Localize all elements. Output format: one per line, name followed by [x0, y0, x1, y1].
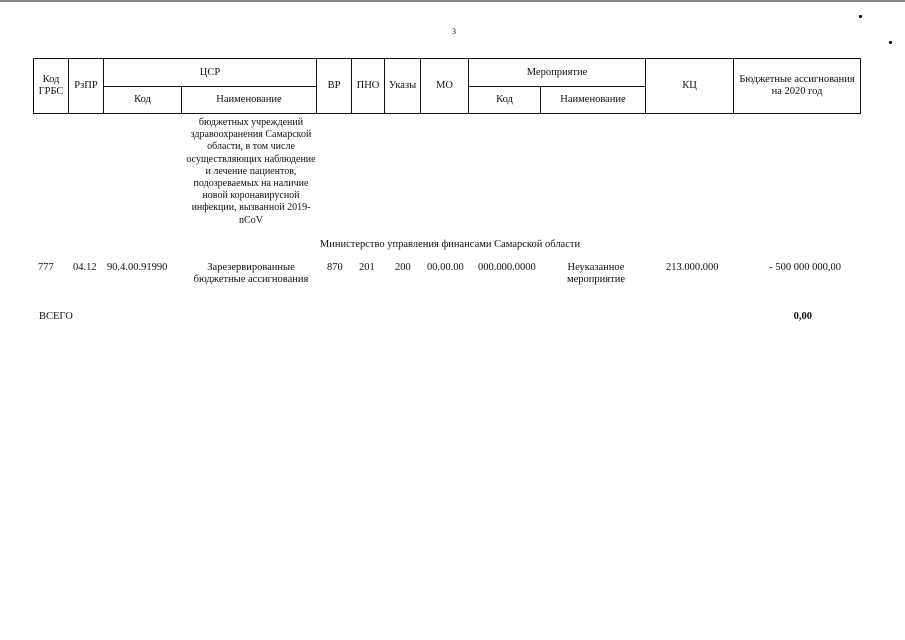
continuation-text: бюджетных учреждений здравоохранения Самарской области, в том числе осуществляющих наблюдение и лечение пациентов, подозреваемых на наличие новой коронавирусной инфекции, вызванной 2019-nCoV [186, 117, 316, 226]
top-border-line [0, 0, 905, 2]
cell-csr-code: 90.4.00.91990 [107, 262, 168, 273]
cell-amount: - 500 000 000,00 [769, 262, 841, 273]
header-kod-grbs: Код ГРБС [34, 59, 69, 114]
scan-speck [889, 41, 892, 44]
cell-mer-name: Неуказанное мероприятие [567, 262, 625, 285]
cell-pno: 201 [359, 262, 375, 273]
cell-rzpr: 04.12 [73, 262, 97, 273]
cell-mer-code: 000.000.0000 [478, 262, 536, 273]
total-value: 0,00 [793, 311, 812, 322]
header-csr-name: Наименование [182, 87, 317, 114]
header-pno: ПНО [352, 59, 385, 114]
cell-grbs: 777 [38, 262, 54, 273]
total-label: ВСЕГО [39, 311, 73, 322]
cell-ukazy: 200 [395, 262, 411, 273]
header-budget: Бюджетные ассигнования на 2020 год [734, 59, 861, 114]
header-csr: ЦСР [104, 59, 317, 87]
header-meropriyatie: Мероприятие [469, 59, 646, 87]
scan-speck [859, 15, 862, 18]
header-vr: ВР [317, 59, 352, 114]
cell-csr-name: Зарезервированные бюджетные ассигнования [193, 262, 309, 285]
cell-vr: 870 [327, 262, 343, 273]
cell-mo: 00.00.00 [427, 262, 464, 273]
header-mer-kod: Код [469, 87, 541, 114]
header-mo: МО [421, 59, 469, 114]
page-number: 3 [452, 27, 456, 36]
ministry-heading: Министерство управления финансами Самарской области [319, 239, 581, 250]
budget-table-header [33, 58, 861, 114]
cell-kc: 213.000.000 [666, 262, 719, 273]
header-kc: КЦ [646, 59, 734, 114]
header-csr-kod: Код [104, 87, 182, 114]
header-rzpr: РзПР [69, 59, 104, 114]
header-mer-name: Наименование [541, 87, 646, 114]
header-ukazy: Указы [385, 59, 421, 114]
